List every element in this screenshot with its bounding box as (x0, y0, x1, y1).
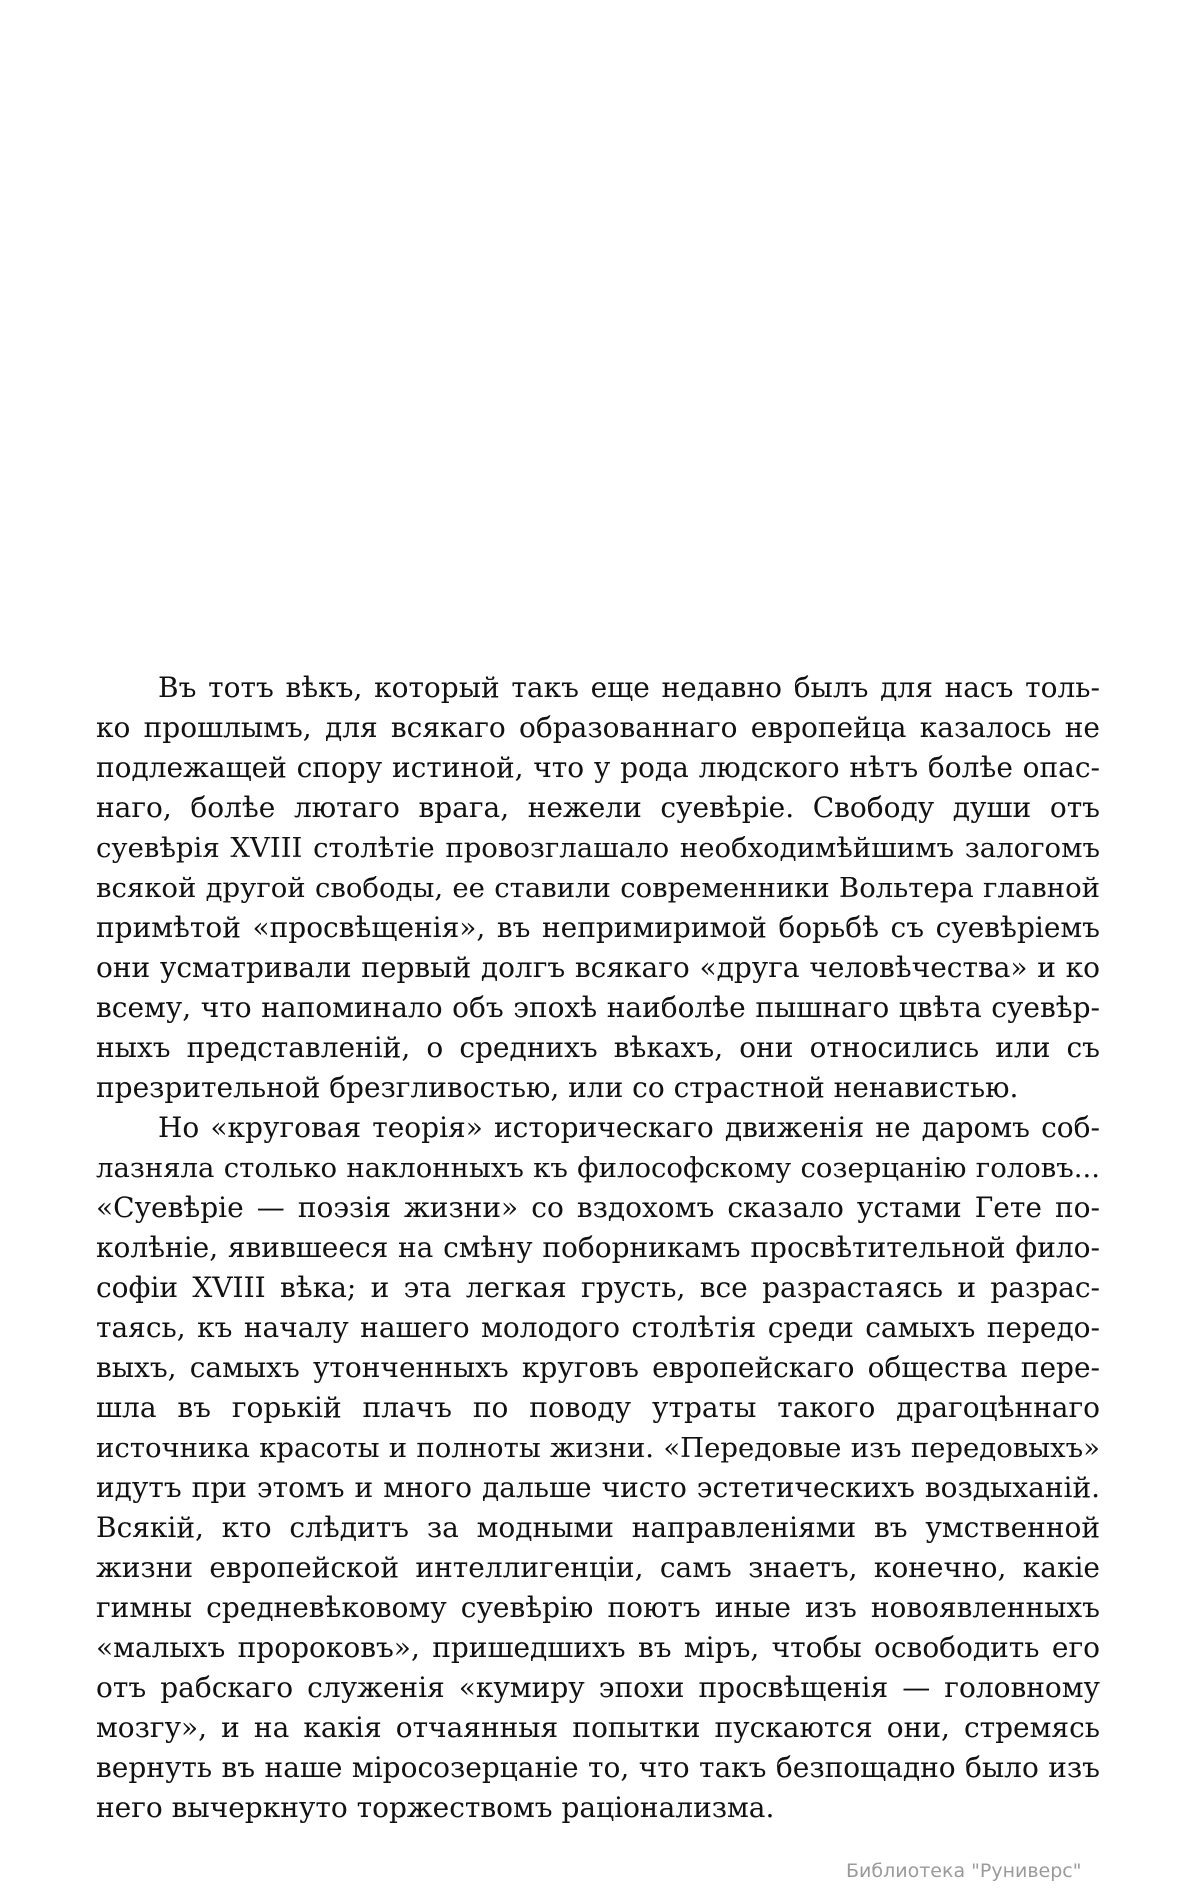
text-line: жизни европейской интеллигенціи, самъ знаетъ, конечно, какіе (96, 1551, 1100, 1584)
text-line: источника красоты и полноты жизни. «Передовые изъ передовыхъ» (96, 1432, 1100, 1464)
text-line: презрительной брезгливостью, или со страстной ненавистью. (96, 1071, 1019, 1104)
paragraph-2 (96, 1108, 1100, 1828)
text-line: вернуть въ наше міросозерцаніе то, что такъ безпощадно было изъ (96, 1751, 1100, 1784)
text-line: «Суевѣріе — поэзія жизни» со вздохомъ сказало устами Гете по- (96, 1191, 1100, 1224)
text-line: Но «круговая теорія» историческаго движенія не даромъ соб- (158, 1111, 1100, 1144)
text-line: гимны средневѣковому суевѣрію поютъ иные изъ новоявленныхъ (96, 1591, 1100, 1624)
text-line: колѣніе, явившееся на смѣну поборникамъ просвѣтительной фило- (96, 1231, 1100, 1264)
text-line: выхъ, самыхъ утонченныхъ круговъ европейскаго общества пере- (96, 1351, 1100, 1384)
paragraph-1 (96, 668, 1100, 1108)
text-line: подлежащей спору истиной, что у рода людского нѣтъ болѣе опас- (96, 751, 1100, 784)
text-line: отъ рабскаго служенія «кумиру эпохи просвѣщенія — головному (96, 1671, 1100, 1704)
text-line: они усматривали первый долгъ всякаго «друга человѣчества» и ко (96, 951, 1100, 984)
text-line: софіи XVIII вѣка; и эта легкая грусть, все разрастаясь и разрас- (96, 1271, 1100, 1304)
text-line: Всякій, кто слѣдитъ за модными направленіями въ умственной (96, 1511, 1100, 1544)
text-line: ныхъ представленій, о среднихъ вѣкахъ, они относились или съ (96, 1031, 1100, 1064)
text-line: него вычеркнуто торжествомъ раціонализма. (96, 1791, 775, 1824)
text-line: всему, что напоминало объ эпохѣ наиболѣе пышнаго цвѣта суевѣр- (96, 991, 1100, 1024)
text-line: идутъ при этомъ и много дальше чисто эстетическихъ воздыханій. (96, 1471, 1100, 1504)
text-line: наго, болѣе лютаго врага, нежели суевѣріе. Свободу души отъ (96, 791, 1100, 824)
library-watermark: Библиотека "Руниверс" (846, 1860, 1082, 1882)
text-line: мозгу», и на какія отчаянныя попытки пускаются они, стремясь (96, 1711, 1100, 1744)
text-line: Въ тотъ вѣкъ, который такъ еще недавно былъ для насъ толь- (158, 671, 1100, 704)
text-line: суевѣрія XVIII столѣтіе провозглашало необходимѣйшимъ залогомъ (96, 832, 1100, 864)
text-line: лазняла столько наклонныхъ къ философскому созерцанію головъ... (96, 1152, 1100, 1184)
text-line: ко прошлымъ, для всякаго образованнаго европейца казалось не (96, 711, 1100, 744)
body-text (96, 668, 1100, 1828)
text-line: примѣтой «просвѣщенія», въ непримиримой борьбѣ съ суевѣріемъ (96, 911, 1100, 944)
text-line: шла въ горькій плачъ по поводу утраты такого драгоцѣннаго (96, 1391, 1100, 1424)
text-line: таясь, къ началу нашего молодого столѣтія среди самыхъ передо- (96, 1311, 1100, 1344)
text-line: всякой другой свободы, ее ставили современники Вольтера главной (96, 872, 1100, 904)
text-line: «малыхъ пророковъ», пришедшихъ въ міръ, чтобы освободить его (96, 1631, 1100, 1664)
